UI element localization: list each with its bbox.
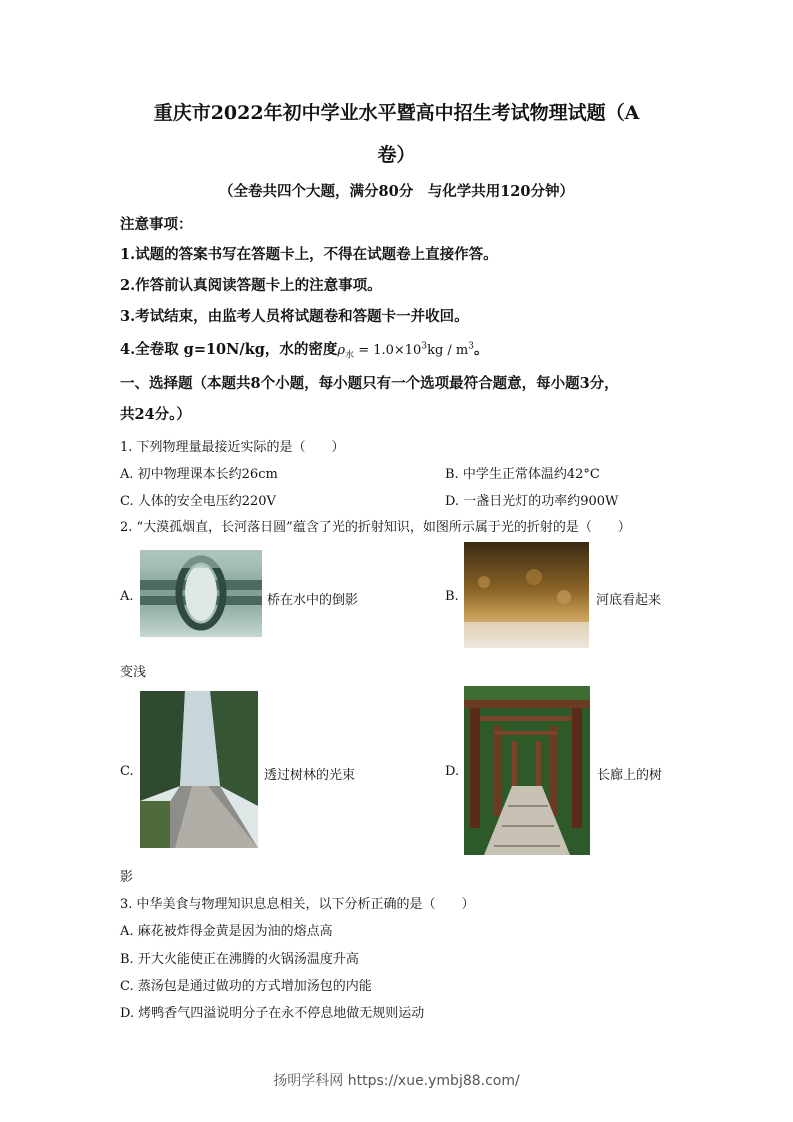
q2-option-d-text: 长廊上的树 [597,768,663,783]
density-exponent: 3 [421,341,428,352]
riverbed-image [464,542,589,648]
notice-item-3: 3.考试结束，由监考人员将试题卷和答题卡一并收回。 [120,308,469,325]
density-formula [337,341,474,361]
density-value: = 1.0×10 [354,343,422,358]
section1-heading-line2: 共24分。） [120,406,191,423]
notice-item-4-end: 。 [473,341,489,358]
page-title-line1: 重庆市2022年初中学业水平暨高中招生考试物理试题（A [153,102,640,124]
q3-option-a: A. 麻花被炸得金黄是因为油的熔点高 [120,924,333,939]
q1-stem: 1. 下列物理量最接近实际的是（ ） [120,440,345,455]
q2-option-b-label: B. [445,589,459,604]
q2-option-c-label: C. [120,764,134,779]
rho-subscript: 水 [345,350,355,361]
q2-option-a-label: A. [120,589,134,604]
q3-stem: 3. 中华美食与物理知识息息相关，以下分析正确的是（ ） [120,897,475,912]
q1-option-c: C. 人体的安全电压约220V [120,494,276,509]
notice-item-4 [120,338,488,361]
q1-option-a: A. 初中物理课本长约26cm [120,467,278,482]
density-unit-exponent: 3 [468,341,474,352]
q2-option-a-text: 桥在水中的倒影 [267,593,359,608]
q3-option-b: B. 开大火能使正在沸腾的火锅汤温度升高 [120,952,359,967]
section1-heading-line1: 一、选择题（本题共8个小题，每小题只有一个选项最符合题意，每小题3分， [120,375,619,392]
forest-light-image [140,691,258,848]
q2-option-b-continuation: 变浅 [120,665,147,680]
q1-option-d: D. 一盏日光灯的功率约900W [445,494,619,509]
page-title-line2: 卷） [377,144,416,166]
notice-item-2: 2.作答前认真阅读答题卡上的注意事项。 [120,277,382,294]
q1-option-b: B. 中学生正常体温约42°C [445,467,600,482]
subtitle: （全卷共四个大题，满分80分 与化学共用120分钟） [219,183,574,200]
q2-option-d-label: D. [445,764,460,779]
density-unit: kg / m [427,343,469,358]
notice-item-1: 1.试题的答案书写在答题卡上，不得在试题卷上直接作答。 [120,246,498,263]
q2-option-b-text: 河底看起来 [596,593,662,608]
q3-option-d: D. 烤鸭香气四溢说明分子在永不停息地做无规则运动 [120,1006,425,1021]
corridor-shadow-image [464,686,590,855]
q2-option-d-continuation: 影 [120,870,134,885]
footer-watermark: 扬明学科网 https://xue.ymbj88.com/ [273,1073,520,1089]
bridge-reflection-image [140,550,262,637]
notice-heading: 注意事项： [120,216,193,233]
q3-option-c: C. 蒸汤包是通过做功的方式增加汤包的内能 [120,979,372,994]
q2-stem: 2. “大漠孤烟直，长河落日圆”蕴含了光的折射知识，如图所示属于光的折射的是（ ） [120,520,631,535]
notice-item-4-prefix: 4.全卷取 g=10N/kg，水的密度 [120,341,338,358]
q2-option-c-text: 透过树林的光束 [264,768,356,783]
rho-symbol: ρ [337,343,346,358]
